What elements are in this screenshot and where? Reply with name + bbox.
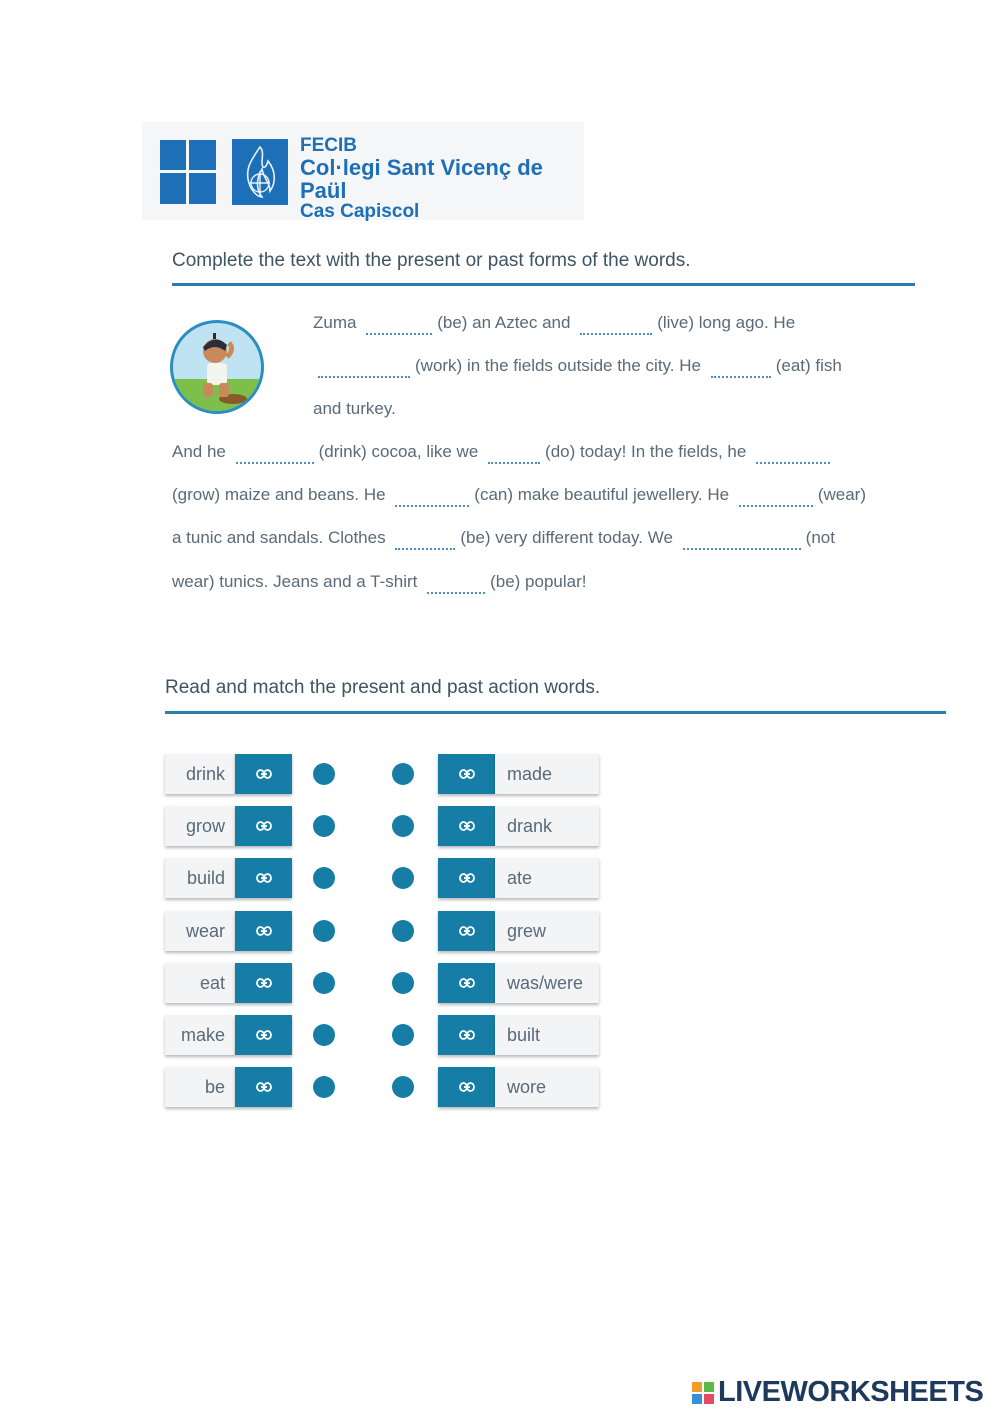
exercise1-title: Complete the text with the present or past forms of the words. — [172, 250, 691, 271]
link-icon — [256, 978, 272, 988]
right-connector-dot[interactable] — [392, 920, 414, 942]
exercise1-divider — [172, 283, 915, 286]
answer-gap-7[interactable] — [756, 444, 830, 464]
link-icon — [459, 769, 475, 779]
right-connector-dot[interactable] — [392, 763, 414, 785]
link-button[interactable] — [235, 963, 292, 1003]
link-icon — [256, 1082, 272, 1092]
text-line — [313, 399, 396, 419]
link-icon — [459, 978, 475, 988]
text-segment: (work) in the fields outside the city. He — [415, 356, 701, 375]
present-word-card: eat — [165, 963, 235, 1003]
text-line — [313, 313, 795, 335]
logo-text — [300, 136, 584, 222]
liveworksheets-brand — [692, 1376, 983, 1409]
liveworksheets-logo-icon — [692, 1382, 714, 1404]
text-segment: wear) tunics. Jeans and a T-shirt — [172, 572, 418, 591]
right-connector-dot[interactable] — [392, 972, 414, 994]
present-word-card: make — [165, 1015, 235, 1055]
past-word-card: ate — [495, 858, 599, 898]
text-line — [172, 442, 835, 464]
text-segment: (eat) fish — [775, 356, 842, 375]
left-connector-dot[interactable] — [313, 920, 335, 942]
link-icon — [459, 926, 475, 936]
link-icon — [256, 873, 272, 883]
link-icon — [256, 926, 272, 936]
aztec-boy-illustration — [170, 320, 264, 414]
link-button[interactable] — [438, 963, 495, 1003]
past-word-card: was/were — [495, 963, 599, 1003]
link-button[interactable] — [235, 911, 292, 951]
logo-flame-icon — [232, 139, 288, 205]
answer-gap-1[interactable] — [366, 315, 432, 335]
text-segment: (be) very different today. We — [460, 528, 673, 547]
link-button[interactable] — [438, 754, 495, 794]
present-word-card: grow — [165, 806, 235, 846]
link-icon — [459, 1082, 475, 1092]
right-connector-dot[interactable] — [392, 867, 414, 889]
left-connector-dot[interactable] — [313, 867, 335, 889]
link-button[interactable] — [235, 754, 292, 794]
text-segment: And he — [172, 442, 226, 461]
school-logo — [142, 122, 584, 223]
link-icon — [256, 1030, 272, 1040]
left-connector-dot[interactable] — [313, 1076, 335, 1098]
present-word-card: wear — [165, 911, 235, 951]
right-connector-dot[interactable] — [392, 1076, 414, 1098]
left-connector-dot[interactable] — [313, 1024, 335, 1046]
text-segment: (not — [805, 528, 835, 547]
text-segment: (drink) cocoa, like we — [318, 442, 479, 461]
answer-gap-3[interactable] — [318, 358, 410, 378]
present-word-card: be — [165, 1067, 235, 1107]
past-word-card: made — [495, 754, 599, 794]
text-line — [172, 485, 866, 507]
logo-org: FECIB — [300, 135, 357, 156]
answer-gap-9[interactable] — [739, 487, 813, 507]
answer-gap-4[interactable] — [711, 358, 771, 378]
answer-gap-8[interactable] — [395, 487, 469, 507]
link-button[interactable] — [438, 858, 495, 898]
logo-squares-icon — [160, 140, 216, 204]
link-icon — [459, 873, 475, 883]
text-segment: (wear) — [817, 485, 866, 504]
text-segment: (be) popular! — [490, 572, 587, 591]
text-segment: (be) an Aztec and — [437, 313, 571, 332]
past-word-card: wore — [495, 1067, 599, 1107]
left-connector-dot[interactable] — [313, 815, 335, 837]
link-icon — [256, 821, 272, 831]
link-icon — [256, 769, 272, 779]
text-segment: (live) long ago. He — [657, 313, 796, 332]
text-segment: (can) make beautiful jewellery. He — [474, 485, 730, 504]
present-word-card: build — [165, 858, 235, 898]
past-word-card: grew — [495, 911, 599, 951]
link-button[interactable] — [235, 1067, 292, 1107]
text-segment: Zuma — [313, 313, 357, 332]
present-word-card: drink — [165, 754, 235, 794]
link-icon — [459, 1030, 475, 1040]
left-connector-dot[interactable] — [313, 972, 335, 994]
past-word-card: drank — [495, 806, 599, 846]
answer-gap-5[interactable] — [236, 444, 314, 464]
left-connector-dot[interactable] — [313, 763, 335, 785]
logo-site: Cas Capiscol — [300, 201, 420, 223]
right-connector-dot[interactable] — [392, 815, 414, 837]
text-segment: a tunic and sandals. Clothes — [172, 528, 386, 547]
exercise2-divider — [165, 711, 946, 714]
text-segment: (do) today! In the fields, he — [545, 442, 747, 461]
answer-gap-11[interactable] — [683, 530, 801, 550]
link-icon — [459, 821, 475, 831]
link-button[interactable] — [235, 1015, 292, 1055]
right-connector-dot[interactable] — [392, 1024, 414, 1046]
link-button[interactable] — [438, 806, 495, 846]
link-button[interactable] — [235, 858, 292, 898]
brand-name: LIVEWORKSHEETS — [718, 1376, 984, 1408]
exercise2-title: Read and match the present and past action words. — [165, 677, 601, 698]
text-segment: and turkey. — [313, 399, 396, 418]
text-segment: (grow) maize and beans. He — [172, 485, 386, 504]
answer-gap-2[interactable] — [580, 315, 652, 335]
text-line — [172, 572, 586, 594]
past-word-card: built — [495, 1015, 599, 1055]
link-button[interactable] — [438, 1067, 495, 1107]
link-button[interactable] — [438, 1015, 495, 1055]
answer-gap-12[interactable] — [427, 574, 485, 594]
link-button[interactable] — [235, 806, 292, 846]
logo-school: Col·legi Sant Vicenç de Paül — [300, 154, 543, 204]
answer-gap-10[interactable] — [395, 530, 455, 550]
text-line — [313, 356, 842, 378]
link-button[interactable] — [438, 911, 495, 951]
answer-gap-6[interactable] — [488, 444, 540, 464]
text-line — [172, 528, 835, 550]
